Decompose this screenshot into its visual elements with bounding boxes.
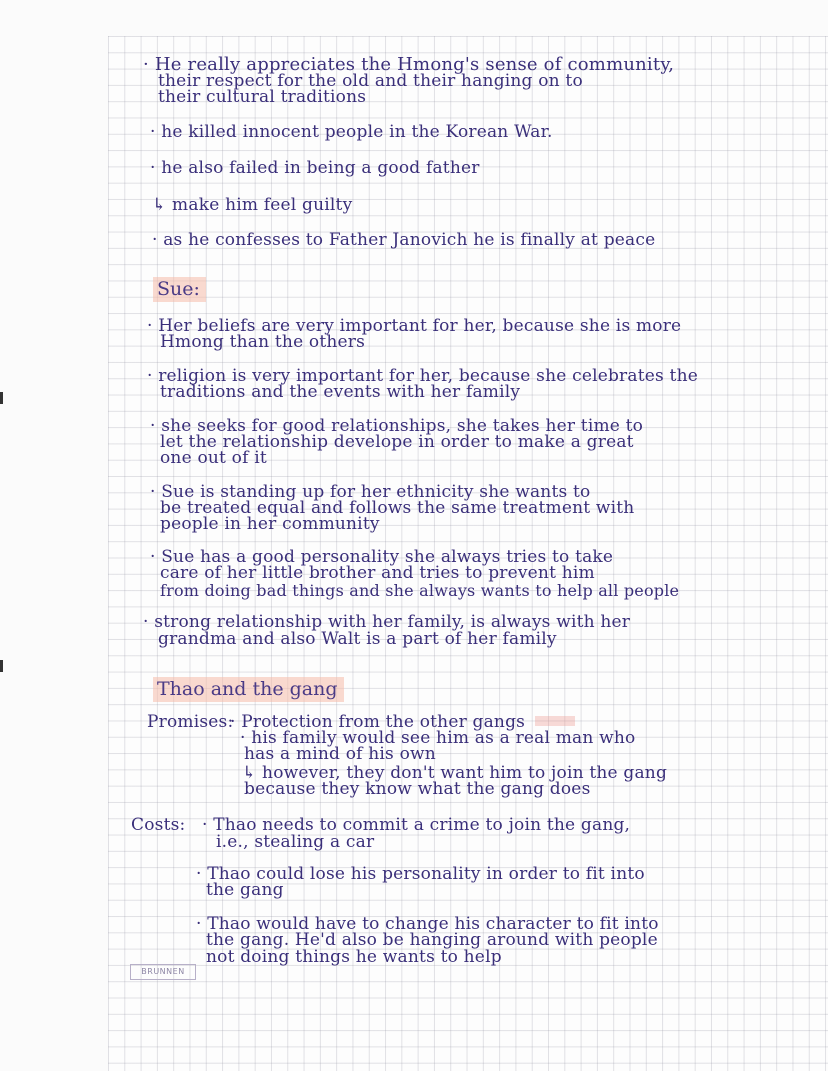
note-line: Hmong than the others — [160, 332, 366, 352]
note-line: not doing things he wants to help — [206, 947, 502, 967]
note-line: · religion is very important for her, because she celebrates the — [147, 366, 698, 386]
heading-text: Thao and the gang — [153, 677, 344, 702]
note-line: · Protection from the other gangs — [230, 712, 526, 732]
note-line: · Her beliefs are very important for her, because she is more — [147, 316, 682, 336]
note-line: grandma and also Walt is a part of her family — [158, 629, 557, 649]
note-line: from doing bad things and she always wants to help all people — [160, 581, 680, 600]
note-line: · Sue is standing up for her ethnicity she wants to — [150, 482, 591, 502]
note-line: care of her little brother and tries to prevent him — [160, 563, 595, 583]
section-heading-sue — [153, 280, 206, 299]
note-line: their respect for the old and their hanging on to — [158, 71, 583, 91]
note-line: let the relationship develope in order to make a great — [160, 432, 634, 452]
promises-label: Promises: — [147, 712, 234, 732]
note-line: · his family would see him as a real man who — [240, 728, 636, 748]
note-line: because they know what the gang does — [244, 779, 591, 799]
heading-text: Sue: — [153, 277, 206, 302]
notebook-brand-logo: BRUNNEN — [130, 964, 196, 980]
note-line: · as he confesses to Father Janovich he is finally at peace — [152, 230, 656, 250]
note-line: · Thao needs to commit a crime to join the gang, — [202, 815, 631, 835]
margin-mark — [0, 392, 3, 404]
note-line: · she seeks for good relationships, she takes her time to — [150, 416, 644, 436]
note-line: be treated equal and follows the same treatment with — [160, 498, 635, 518]
section-heading-thao — [153, 680, 344, 699]
margin-mark — [0, 660, 3, 672]
highlighter-mark — [535, 716, 575, 726]
note-line: · Thao could lose his personality in order to fit into — [196, 864, 645, 884]
note-line: one out of it — [160, 448, 267, 468]
note-line: · strong relationship with her family, is always with her — [143, 612, 631, 632]
note-line: · Sue has a good personality she always tries to take — [150, 547, 614, 567]
note-line: people in her community — [160, 514, 380, 534]
note-line: · He really appreciates the Hmong's sense of community, — [143, 54, 675, 75]
costs-label: Costs: — [131, 815, 186, 835]
note-line: traditions and the events with her family — [160, 382, 521, 402]
note-line: · he also failed in being a good father — [150, 158, 480, 178]
note-line: · he killed innocent people in the Korean War. — [150, 122, 553, 142]
note-line: i.e., stealing a car — [216, 832, 375, 852]
note-line: ↳ make him feel guilty — [152, 195, 353, 215]
note-line: · Thao would have to change his character to fit into — [196, 914, 659, 934]
note-line: their cultural traditions — [158, 87, 367, 107]
note-line: ↳ however, they don't want him to join the gang — [242, 763, 668, 783]
note-line: the gang — [206, 880, 284, 900]
note-line: has a mind of his own — [244, 744, 436, 764]
note-line: the gang. He'd also be hanging around with people — [206, 930, 658, 950]
